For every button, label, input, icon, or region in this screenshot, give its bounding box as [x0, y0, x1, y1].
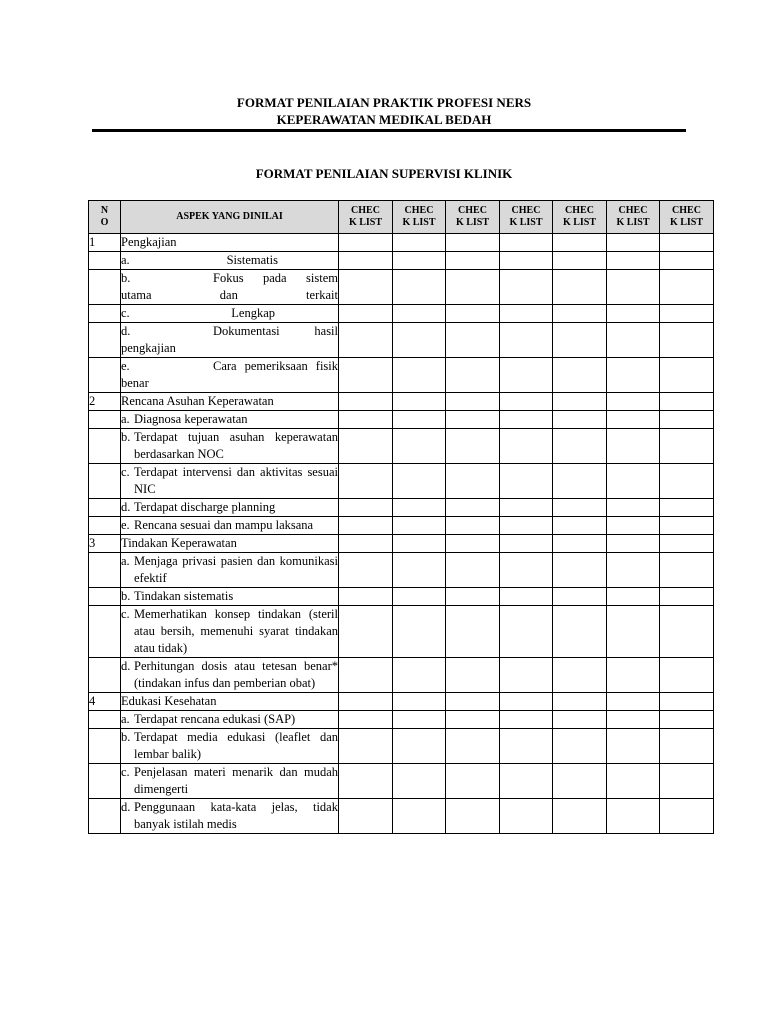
form-title: FORMAT PENILAIAN SUPERVISI KLINIK: [255, 166, 513, 181]
title-divider: [92, 129, 686, 132]
checklist-cell[interactable]: [446, 252, 500, 270]
checklist-cell[interactable]: [339, 658, 393, 693]
checklist-cell[interactable]: [500, 764, 553, 799]
item-text: Perhitungan dosis atau tetesan benar* (tindakan infus dan pemberian obat): [134, 659, 338, 690]
checklist-cell[interactable]: [660, 711, 714, 729]
checklist-cell[interactable]: [660, 429, 714, 464]
checklist-cell[interactable]: [339, 270, 393, 305]
checklist-cell[interactable]: [339, 588, 393, 606]
checklist-cell[interactable]: [607, 270, 660, 305]
section-row: [89, 234, 714, 252]
assessment-table: [88, 200, 714, 834]
item-row: [89, 729, 714, 764]
checklist-cell[interactable]: [393, 411, 446, 429]
item-row: [89, 606, 714, 658]
checklist-cell[interactable]: [393, 429, 446, 464]
checklist-cell[interactable]: [660, 305, 714, 323]
checklist-cell[interactable]: [446, 234, 500, 252]
checklist-cell[interactable]: [607, 693, 660, 711]
section-number: 3: [89, 535, 121, 553]
section-number: 1: [89, 234, 121, 252]
checklist-cell[interactable]: [339, 799, 393, 834]
checklist-cell[interactable]: [500, 305, 553, 323]
section-title: Pengkajian: [121, 234, 339, 252]
checklist-cell[interactable]: [500, 393, 553, 411]
checklist-cell[interactable]: [500, 711, 553, 729]
item-marker: d.: [121, 324, 131, 338]
checklist-cell[interactable]: [607, 499, 660, 517]
checklist-cell[interactable]: [553, 499, 607, 517]
checklist-cell[interactable]: [500, 693, 553, 711]
checklist-cell[interactable]: [607, 252, 660, 270]
checklist-cell[interactable]: [393, 606, 446, 658]
checklist-cell[interactable]: [553, 323, 607, 358]
checklist-cell[interactable]: [393, 535, 446, 553]
checklist-cell[interactable]: [607, 429, 660, 464]
checklist-cell[interactable]: [553, 305, 607, 323]
item-row: [89, 270, 714, 305]
checklist-cell[interactable]: [660, 411, 714, 429]
checklist-cell[interactable]: [500, 411, 553, 429]
checklist-cell[interactable]: [393, 234, 446, 252]
item-row: [89, 252, 714, 270]
checklist-cell[interactable]: [339, 606, 393, 658]
checklist-cell[interactable]: [339, 499, 393, 517]
checklist-cell[interactable]: [607, 553, 660, 588]
checklist-cell[interactable]: [553, 658, 607, 693]
checklist-cell[interactable]: [660, 270, 714, 305]
checklist-cell[interactable]: [660, 606, 714, 658]
section-row: [89, 393, 714, 411]
item-text: Terdapat tujuan asuhan keperawatan berdasarkan NOC: [134, 430, 338, 461]
section-title: Tindakan Keperawatan: [121, 535, 339, 553]
item-text: Memerhatikan konsep tindakan (steril atau bersih, memenuhi syarat tindakan atau tidak): [134, 607, 338, 655]
item-text: Cara pemeriksaan fisik benar: [121, 359, 338, 390]
checklist-cell[interactable]: [500, 464, 553, 499]
item-text: Menjaga privasi pasien dan komunikasi efektif: [134, 554, 338, 585]
checklist-cell[interactable]: [553, 693, 607, 711]
checklist-cell[interactable]: [339, 305, 393, 323]
item-text: Rencana sesuai dan mampu laksana: [134, 518, 314, 532]
checklist-cell[interactable]: [553, 252, 607, 270]
checklist-cell[interactable]: [446, 553, 500, 588]
checklist-cell[interactable]: [393, 553, 446, 588]
checklist-cell[interactable]: [607, 606, 660, 658]
section-row: [89, 535, 714, 553]
checklist-cell[interactable]: [393, 270, 446, 305]
column-header-checklist-3: CHEC K LIST: [446, 201, 500, 234]
checklist-cell[interactable]: [393, 517, 446, 535]
item-row: [89, 323, 714, 358]
item-text: Terdapat media edukasi (leaflet dan lembar balik): [134, 730, 338, 761]
checklist-cell[interactable]: [393, 658, 446, 693]
item-row: [89, 499, 714, 517]
section-row: [89, 693, 714, 711]
checklist-cell[interactable]: [446, 499, 500, 517]
checklist-cell[interactable]: [393, 693, 446, 711]
item-row: [89, 305, 714, 323]
checklist-cell[interactable]: [500, 517, 553, 535]
checklist-cell[interactable]: [500, 535, 553, 553]
checklist-cell[interactable]: [553, 393, 607, 411]
checklist-cell[interactable]: [660, 252, 714, 270]
checklist-cell[interactable]: [553, 729, 607, 764]
item-row: [89, 411, 714, 429]
checklist-cell[interactable]: [500, 252, 553, 270]
checklist-cell[interactable]: [339, 393, 393, 411]
checklist-cell[interactable]: [607, 658, 660, 693]
checklist-cell[interactable]: [660, 729, 714, 764]
header-row: [89, 201, 714, 234]
checklist-cell[interactable]: [500, 270, 553, 305]
item-marker: c.: [121, 607, 130, 621]
item-marker: a.: [121, 412, 130, 426]
checklist-cell[interactable]: [607, 323, 660, 358]
checklist-cell[interactable]: [660, 588, 714, 606]
document-subtitle: KEPERAWATAN MEDIKAL BEDAH: [276, 112, 492, 127]
column-header-checklist-7: CHEC K LIST: [660, 201, 714, 234]
checklist-cell[interactable]: [446, 588, 500, 606]
checklist-cell[interactable]: [393, 323, 446, 358]
checklist-cell[interactable]: [607, 588, 660, 606]
checklist-cell[interactable]: [393, 588, 446, 606]
column-header-checklist-1: CHEC K LIST: [339, 201, 393, 234]
checklist-cell[interactable]: [446, 729, 500, 764]
checklist-cell[interactable]: [393, 764, 446, 799]
checklist-cell[interactable]: [553, 588, 607, 606]
item-marker: c.: [121, 765, 130, 779]
item-row: [89, 358, 714, 393]
checklist-cell[interactable]: [553, 553, 607, 588]
checklist-cell[interactable]: [500, 729, 553, 764]
checklist-cell[interactable]: [393, 499, 446, 517]
checklist-cell[interactable]: [393, 393, 446, 411]
checklist-cell[interactable]: [660, 764, 714, 799]
checklist-cell[interactable]: [553, 535, 607, 553]
checklist-cell[interactable]: [660, 499, 714, 517]
item-marker: a.: [121, 712, 130, 726]
checklist-cell[interactable]: [553, 799, 607, 834]
item-row: [89, 764, 714, 799]
checklist-cell[interactable]: [446, 323, 500, 358]
checklist-cell[interactable]: [446, 393, 500, 411]
checklist-cell[interactable]: [446, 358, 500, 393]
checklist-cell[interactable]: [660, 358, 714, 393]
column-header-checklist-4: CHEC K LIST: [500, 201, 553, 234]
checklist-cell[interactable]: [553, 464, 607, 499]
checklist-cell[interactable]: [446, 799, 500, 834]
checklist-cell[interactable]: [553, 358, 607, 393]
checklist-cell[interactable]: [607, 358, 660, 393]
checklist-cell[interactable]: [500, 323, 553, 358]
checklist-cell[interactable]: [607, 535, 660, 553]
checklist-cell[interactable]: [393, 464, 446, 499]
item-row: [89, 553, 714, 588]
checklist-cell[interactable]: [660, 517, 714, 535]
checklist-cell[interactable]: [500, 234, 553, 252]
item-row: [89, 799, 714, 834]
checklist-cell[interactable]: [660, 799, 714, 834]
checklist-cell[interactable]: [660, 323, 714, 358]
checklist-cell[interactable]: [446, 693, 500, 711]
column-header-aspek: ASPEK YANG DINILAI: [121, 201, 339, 234]
checklist-cell[interactable]: [607, 764, 660, 799]
checklist-cell[interactable]: [339, 411, 393, 429]
checklist-cell[interactable]: [660, 535, 714, 553]
item-text: Lengkap: [231, 306, 275, 320]
checklist-cell[interactable]: [660, 553, 714, 588]
item-text: Terdapat intervensi dan aktivitas sesuai NIC: [134, 465, 338, 496]
document-title: FORMAT PENILAIAN PRAKTIK PROFESI NERS: [236, 95, 532, 110]
item-row: [89, 588, 714, 606]
item-marker: a.: [121, 554, 130, 568]
checklist-cell[interactable]: [393, 358, 446, 393]
checklist-cell[interactable]: [339, 553, 393, 588]
checklist-cell[interactable]: [607, 464, 660, 499]
item-marker: c.: [121, 306, 130, 320]
checklist-cell[interactable]: [500, 588, 553, 606]
checklist-cell[interactable]: [607, 799, 660, 834]
item-text: Dokumentasi hasil pengkajian: [121, 324, 338, 355]
checklist-cell[interactable]: [607, 517, 660, 535]
checklist-cell[interactable]: [339, 693, 393, 711]
item-text: Fokus pada sistem utama dan terkait: [121, 271, 338, 302]
checklist-cell[interactable]: [339, 711, 393, 729]
checklist-cell[interactable]: [500, 358, 553, 393]
item-text: Diagnosa keperawatan: [134, 412, 248, 426]
checklist-cell[interactable]: [500, 499, 553, 517]
item-row: [89, 464, 714, 499]
checklist-cell[interactable]: [446, 305, 500, 323]
checklist-cell[interactable]: [339, 358, 393, 393]
checklist-cell[interactable]: [607, 305, 660, 323]
column-header-checklist-6: CHEC K LIST: [607, 201, 660, 234]
item-text: Tindakan sistematis: [134, 589, 234, 603]
checklist-cell[interactable]: [339, 535, 393, 553]
checklist-cell[interactable]: [339, 234, 393, 252]
item-row: [89, 429, 714, 464]
checklist-cell[interactable]: [553, 764, 607, 799]
item-text: Penjelasan materi menarik dan mudah dimengerti: [134, 765, 338, 796]
checklist-cell[interactable]: [446, 606, 500, 658]
checklist-cell[interactable]: [660, 658, 714, 693]
checklist-cell[interactable]: [339, 252, 393, 270]
checklist-cell[interactable]: [393, 252, 446, 270]
checklist-cell[interactable]: [393, 305, 446, 323]
item-marker: b.: [121, 271, 131, 285]
checklist-cell[interactable]: [446, 658, 500, 693]
item-marker: e.: [121, 359, 130, 373]
checklist-cell[interactable]: [500, 429, 553, 464]
checklist-cell[interactable]: [553, 606, 607, 658]
item-marker: d.: [121, 500, 131, 514]
checklist-cell[interactable]: [660, 393, 714, 411]
checklist-cell[interactable]: [607, 393, 660, 411]
item-text: Terdapat discharge planning: [134, 500, 276, 514]
checklist-cell[interactable]: [553, 234, 607, 252]
checklist-cell[interactable]: [500, 658, 553, 693]
checklist-cell[interactable]: [339, 464, 393, 499]
checklist-cell[interactable]: [339, 323, 393, 358]
checklist-cell[interactable]: [446, 270, 500, 305]
checklist-cell[interactable]: [553, 411, 607, 429]
column-header-no: N O: [89, 201, 121, 234]
item-marker: c.: [121, 465, 130, 479]
section-title: Rencana Asuhan Keperawatan: [121, 393, 339, 411]
item-marker: e.: [121, 518, 130, 532]
checklist-cell[interactable]: [660, 464, 714, 499]
item-text: Sistematis: [226, 253, 278, 267]
checklist-cell[interactable]: [393, 729, 446, 764]
item-marker: d.: [121, 659, 131, 673]
item-marker: d.: [121, 800, 131, 814]
checklist-cell[interactable]: [446, 711, 500, 729]
item-row: [89, 517, 714, 535]
checklist-cell[interactable]: [607, 729, 660, 764]
checklist-cell[interactable]: [446, 464, 500, 499]
section-number: 4: [89, 693, 121, 711]
checklist-cell[interactable]: [607, 711, 660, 729]
item-marker: a.: [121, 253, 130, 267]
checklist-cell[interactable]: [660, 693, 714, 711]
checklist-cell[interactable]: [553, 517, 607, 535]
checklist-cell[interactable]: [339, 729, 393, 764]
item-marker: b.: [121, 589, 131, 603]
item-row: [89, 658, 714, 693]
checklist-cell[interactable]: [553, 711, 607, 729]
column-header-checklist-2: CHEC K LIST: [393, 201, 446, 234]
checklist-cell[interactable]: [446, 764, 500, 799]
section-title: Edukasi Kesehatan: [121, 693, 339, 711]
checklist-cell[interactable]: [500, 606, 553, 658]
section-number: 2: [89, 393, 121, 411]
checklist-cell[interactable]: [553, 429, 607, 464]
checklist-cell[interactable]: [393, 711, 446, 729]
checklist-cell[interactable]: [607, 234, 660, 252]
checklist-cell[interactable]: [339, 517, 393, 535]
item-marker: b.: [121, 730, 131, 744]
checklist-cell[interactable]: [553, 270, 607, 305]
column-header-checklist-5: CHEC K LIST: [553, 201, 607, 234]
item-marker: b.: [121, 430, 131, 444]
checklist-cell[interactable]: [500, 799, 553, 834]
checklist-cell[interactable]: [500, 553, 553, 588]
item-text: Terdapat rencana edukasi (SAP): [134, 712, 296, 726]
checklist-cell[interactable]: [446, 429, 500, 464]
checklist-cell[interactable]: [393, 799, 446, 834]
checklist-cell[interactable]: [607, 411, 660, 429]
item-row: [89, 711, 714, 729]
checklist-cell[interactable]: [339, 764, 393, 799]
checklist-cell[interactable]: [446, 535, 500, 553]
item-text: Penggunaan kata-kata jelas, tidak banyak istilah medis: [134, 800, 338, 831]
checklist-cell[interactable]: [446, 517, 500, 535]
checklist-cell[interactable]: [339, 429, 393, 464]
checklist-cell[interactable]: [446, 411, 500, 429]
checklist-cell[interactable]: [660, 234, 714, 252]
